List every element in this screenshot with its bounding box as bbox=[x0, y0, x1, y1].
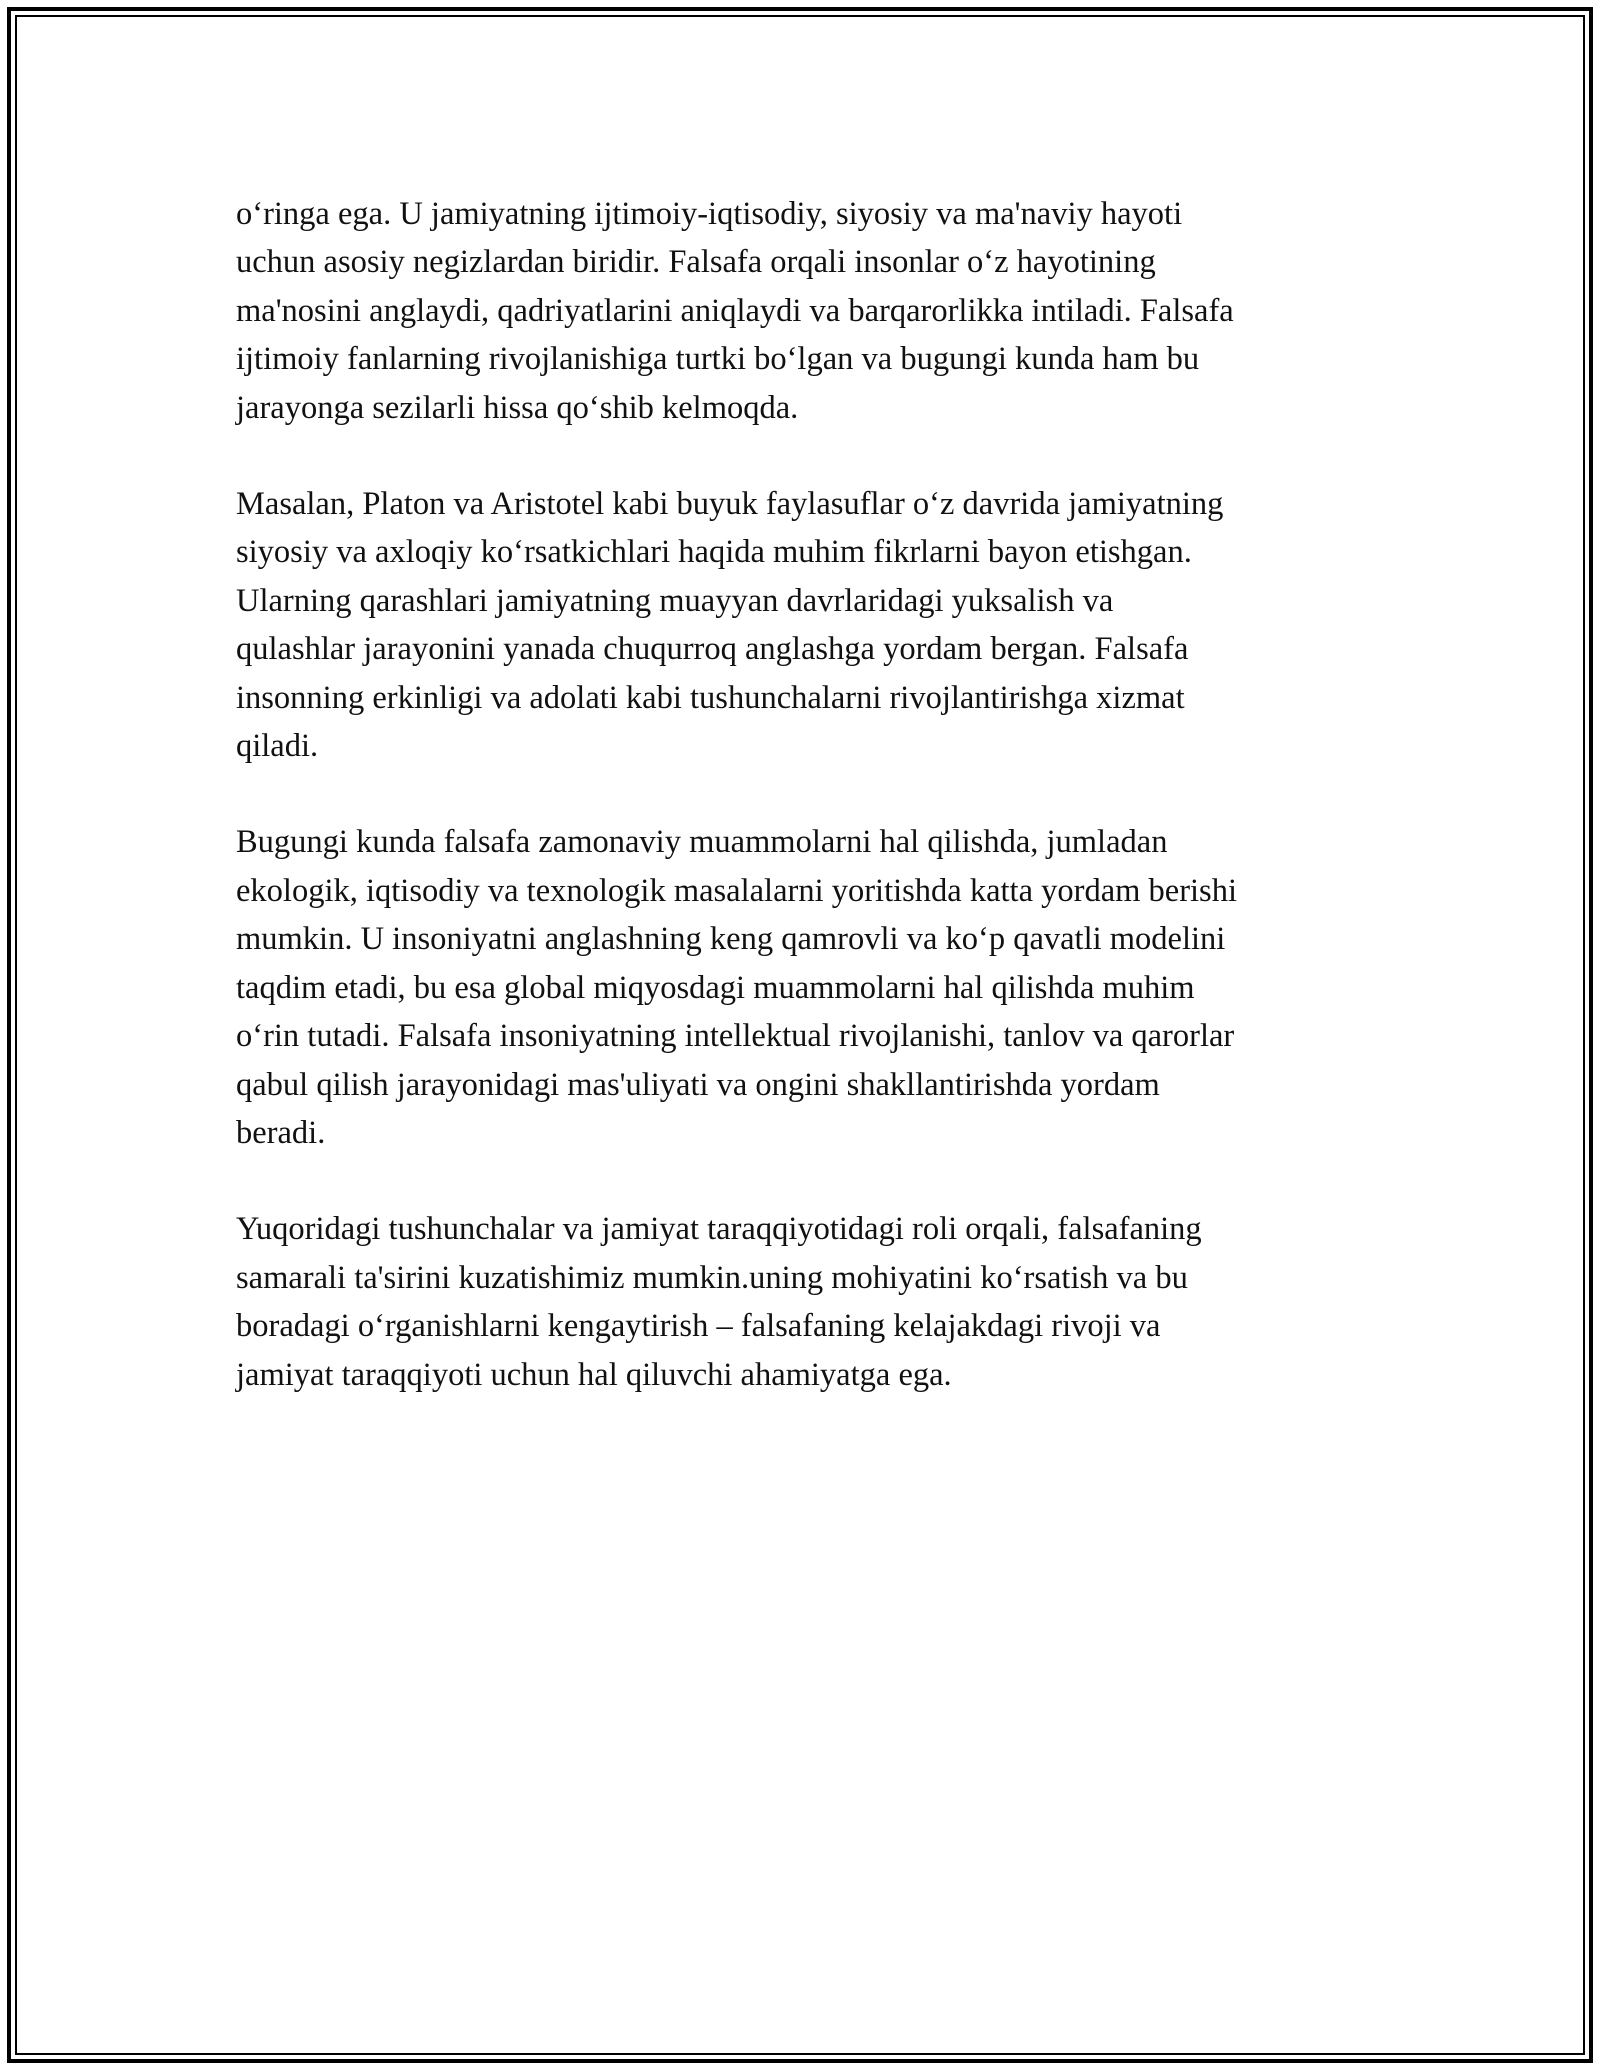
paragraph-4 bbox=[236, 1205, 1376, 1399]
text-line: o‘rin tutadi. Falsafa insoniyatning intellektual rivojlanishi, tanlov va qarorlar bbox=[236, 1018, 1235, 1055]
text-line: Bugungi kunda falsafa zamonaviy muammolarni hal qilishda, jumladan bbox=[236, 824, 1168, 861]
text-line: beradi. bbox=[236, 1114, 326, 1151]
text-line: uchun asosiy negizlardan biridir. Falsafa orqali insonlar o‘z hayotining bbox=[236, 244, 1156, 281]
text-line: samarali ta'sirini kuzatishimiz mumkin.uning mohiyatini ko‘rsatish va bu bbox=[236, 1259, 1188, 1296]
text-line: o‘ringa ega. U jamiyatning ijtimoiy-iqtisodiy, siyosiy va ma'naviy hayoti bbox=[236, 196, 1183, 232]
paragraph-1 bbox=[236, 190, 1376, 432]
text-line: taqdim etadi, bu esa global miqyosdagi muammolarni hal qilishda muhim bbox=[236, 969, 1195, 1006]
text-line: Yuqoridagi tushunchalar va jamiyat taraqqiyotidagi roli orqali, falsafaning bbox=[236, 1211, 1202, 1248]
text-line: jarayonga sezilarli hissa qo‘shib kelmoqda. bbox=[236, 389, 799, 426]
text-line: Masalan, Platon va Aristotel kabi buyuk faylasuflar o‘z davrida jamiyatning bbox=[236, 486, 1224, 523]
text-line: qiladi. bbox=[236, 728, 319, 765]
text-line: Ularning qarashlari jamiyatning muayyan davrlaridagi yuksalish va bbox=[236, 582, 1114, 619]
text-line: qabul qilish jarayonidagi mas'uliyati va ongini shakllantirishda yordam bbox=[236, 1066, 1160, 1103]
text-line: ijtimoiy fanlarning rivojlanishiga turtki bo‘lgan va bugungi kunda ham bu bbox=[236, 341, 1200, 378]
text-line: mumkin. U insoniyatni anglashning keng qamrovli va ko‘p qavatli modelini bbox=[236, 921, 1226, 958]
text-line: ma'nosini anglaydi, qadriyatlarini aniqlaydi va barqarorlikka intiladi. Falsafa bbox=[236, 292, 1234, 329]
document-body bbox=[236, 190, 1376, 1447]
paragraph-3 bbox=[236, 818, 1376, 1157]
text-line: boradagi o‘rganishlarni kengaytirish – falsafaning kelajakdagi rivoji va bbox=[236, 1308, 1161, 1345]
text-line: qulashlar jarayonini yanada chuqurroq anglashga yordam bergan. Falsafa bbox=[236, 631, 1189, 668]
text-line: ekologik, iqtisodiy va texnologik masalalarni yoritishda katta yordam berishi bbox=[236, 872, 1237, 909]
text-line: insonning erkinligi va adolati kabi tushunchalarni rivojlantirishga xizmat bbox=[236, 679, 1185, 716]
paragraph-2 bbox=[236, 480, 1376, 770]
text-line: jamiyat taraqqiyoti uchun hal qiluvchi ahamiyatga ega. bbox=[236, 1356, 952, 1393]
text-line: siyosiy va axloqiy ko‘rsatkichlari haqida muhim fikrlarni bayon etishgan. bbox=[236, 534, 1192, 571]
